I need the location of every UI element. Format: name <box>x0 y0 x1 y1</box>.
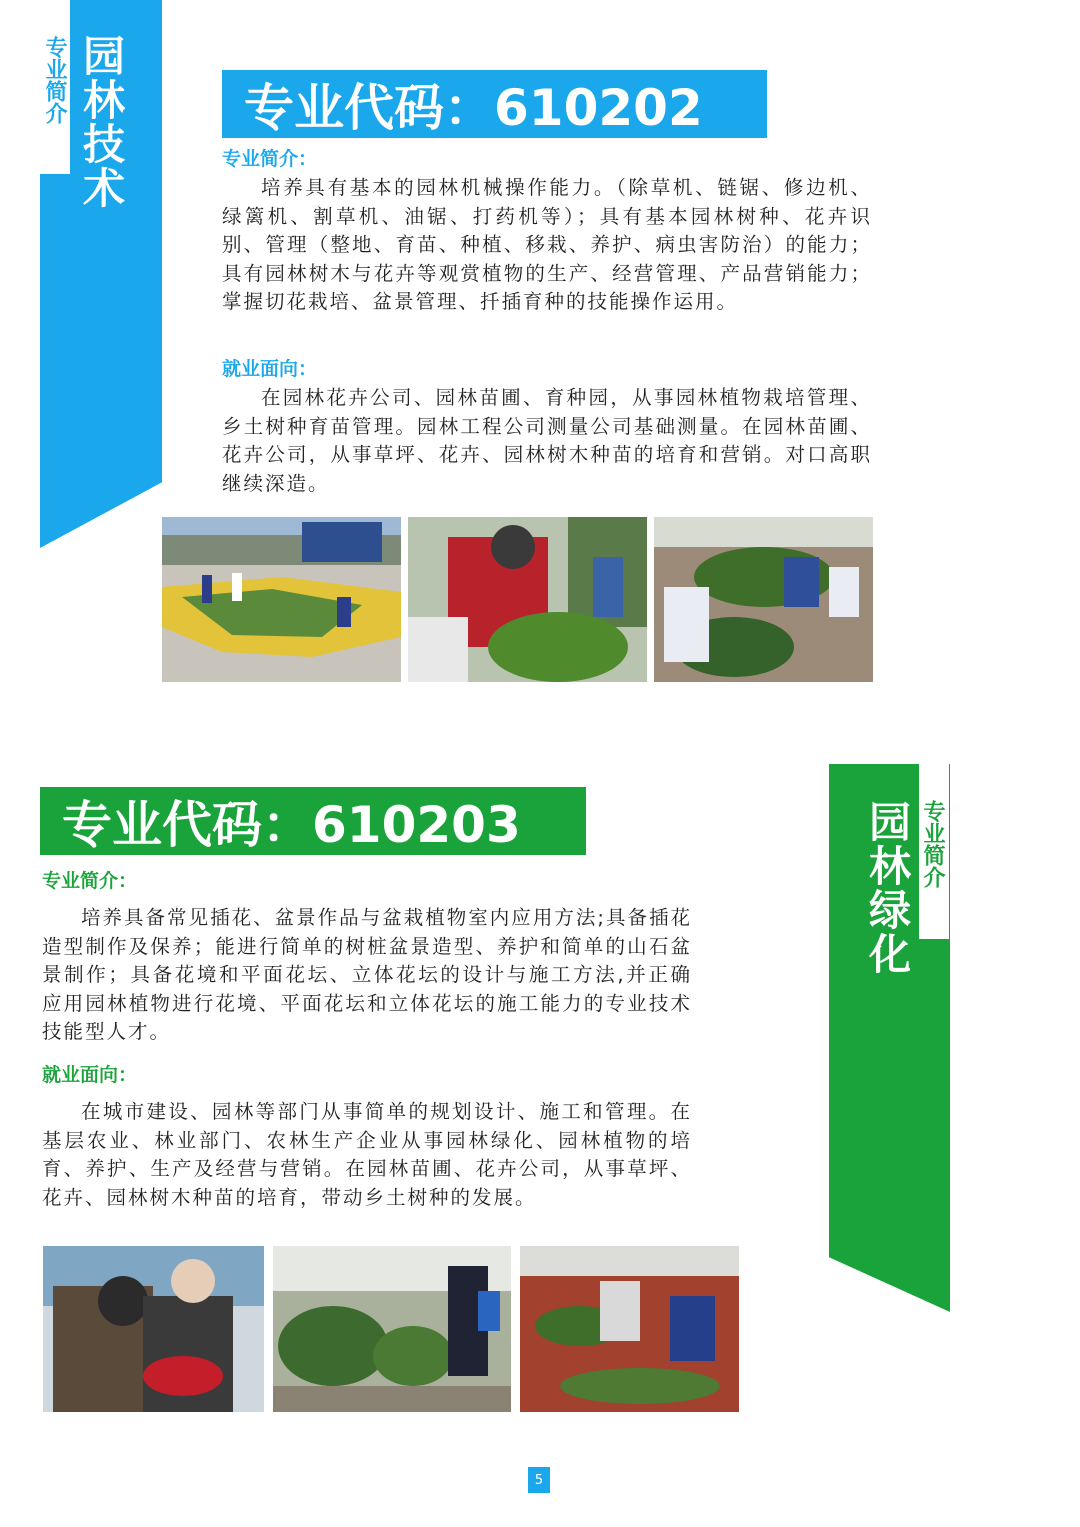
side-tab-label: 专业简介 <box>42 36 67 124</box>
photo-flowerbed <box>162 517 401 682</box>
employment-text: 在城市建设、园林等部门从事简单的规划设计、施工和管理。在基层农业、林业部门、农林生产企业从事园林绿化、园林植物的培育、养护、生产及经营与营销。在园林苗圃、花卉公司，从事草坪、花卉、园林树木种苗的培育，带动乡土树种的发展。 <box>42 1100 692 1209</box>
major-code: 专业代码：610202 <box>244 79 703 137</box>
page-number: 5 <box>528 1467 550 1493</box>
intro-heading: 专业简介： <box>222 148 318 170</box>
intro-heading: 专业简介： <box>42 870 138 892</box>
intro-text: 培养具有基本的园林机械操作能力。（除草机、链锯、修边机、绿篱机、割草机、油锯、打药机等）；具有基本园林树种、花卉识别、管理（整地、育苗、种植、移栽、养护、病虫害防治）的能力；具有园林树木与花卉等观赏植物的生产、经营管理、产品营销能力；掌握切花栽培、盆景管理、扦插育种的技能操作运用。 <box>222 176 872 313</box>
photo-spraying <box>273 1246 511 1412</box>
major-code: 专业代码：610203 <box>62 796 521 854</box>
photo-flower-arranging <box>43 1246 264 1412</box>
major-code-bar <box>40 787 586 855</box>
employment-heading: 就业面向： <box>222 358 318 380</box>
employment-heading: 就业面向： <box>42 1064 138 1086</box>
major-name: 园林绿化 <box>863 800 912 976</box>
photo-seedling-pots <box>520 1246 739 1412</box>
intro-text: 培养具备常见插花、盆景作品与盆栽植物室内应用方法;具备插花造型制作及保养；能进行简单的树桩盆景造型、养护和简单的山石盆景制作；具备花境和平面花坛、立体花坛的设计与施工方法,并正确应用园林植物进行花境、平面花坛和立体花坛的施工能力的专业技术技能型人才。 <box>42 906 692 1043</box>
photo-greenhouse-seedlings <box>654 517 873 682</box>
employment-text: 在园林花卉公司、园林苗圃、育种园，从事园林植物栽培管理、乡土树种育苗管理。园林工程公司测量公司基础测量。在园林苗圃、花卉公司，从事草坪、花卉、园林树木种苗的培育和营销。对口高职继续深造。 <box>222 386 872 495</box>
major-code-bar <box>222 70 767 138</box>
photo-potted-plant <box>408 517 647 682</box>
side-tab-label: 专业简介 <box>920 800 945 888</box>
major-name: 园林技术 <box>77 34 126 210</box>
